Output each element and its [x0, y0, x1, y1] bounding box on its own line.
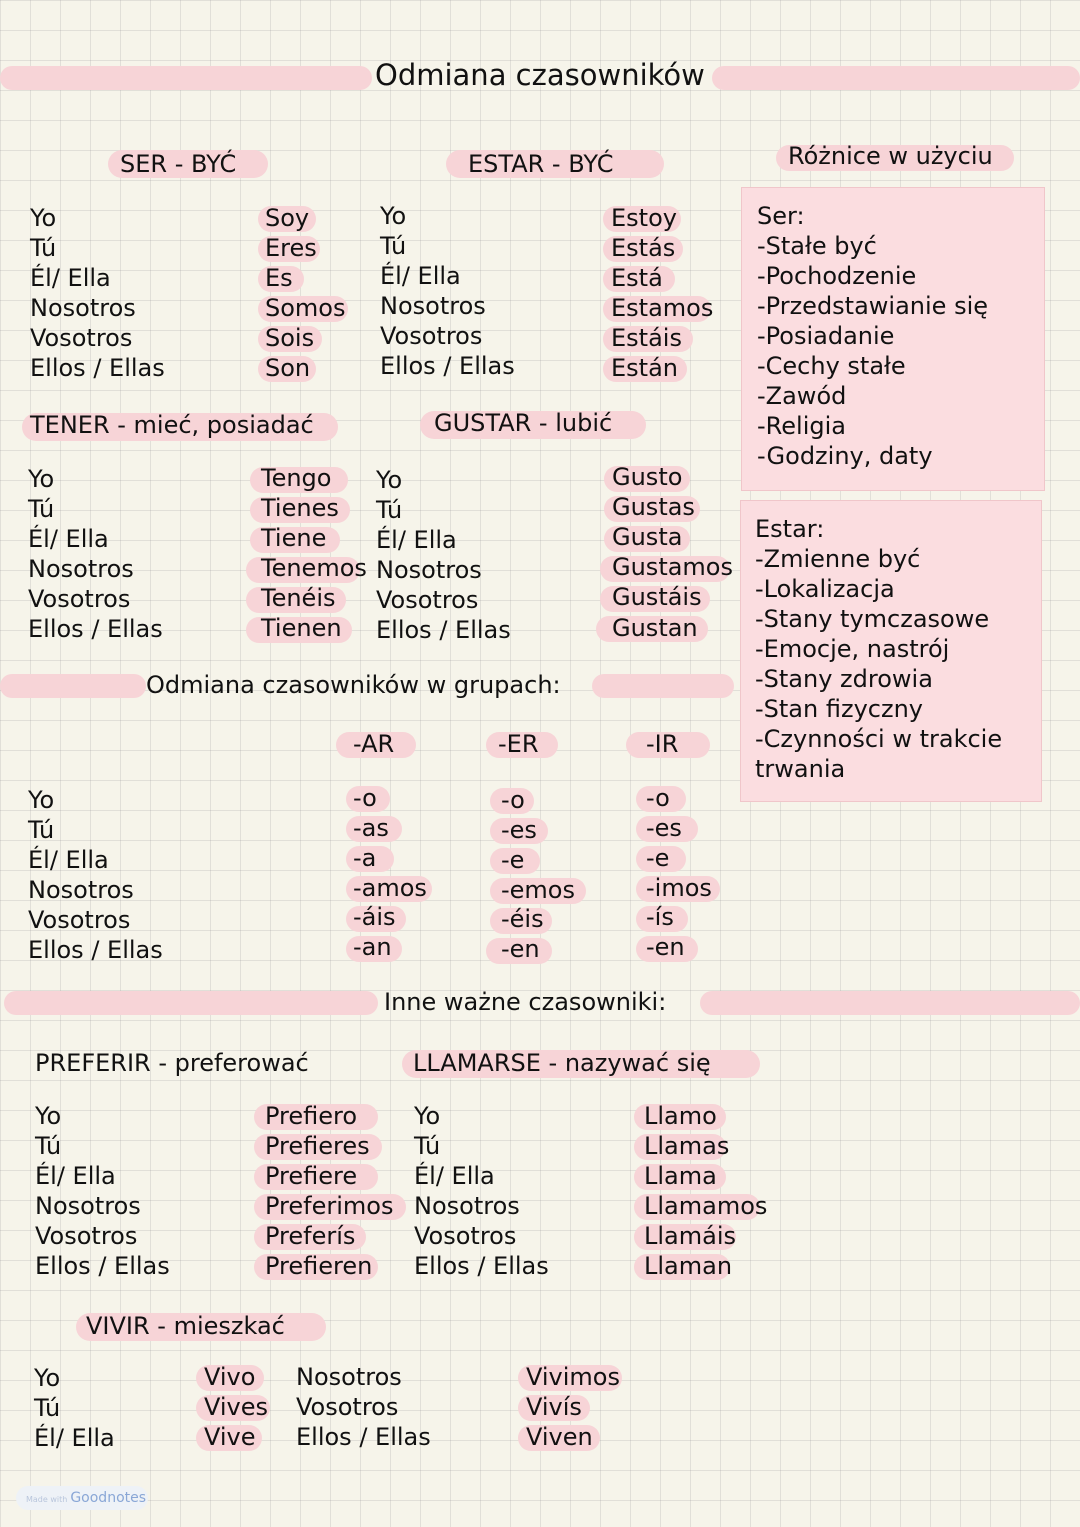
- estar-form: Estoy: [611, 204, 677, 232]
- ser-usage-item: -Pochodzenie: [757, 262, 917, 290]
- title-bar-left: [0, 66, 372, 90]
- ser-pronoun: Ellos / Ellas: [30, 354, 165, 382]
- ir-ending: -en: [646, 933, 685, 961]
- tener-pronoun: Tú: [28, 495, 55, 523]
- groups-pronoun: Vosotros: [28, 906, 131, 934]
- ir-ending: -o: [646, 784, 670, 812]
- ser-pronoun: Yo: [30, 204, 57, 232]
- ser-usage-item: -Religia: [757, 412, 846, 440]
- tener-form: Tienes: [261, 494, 339, 522]
- estar-usage-item: -Czynności w trakcie: [755, 725, 1003, 753]
- er-ending: -emos: [501, 876, 575, 904]
- llamarse-heading: LLAMARSE - nazywać się: [413, 1049, 711, 1077]
- preferir-form: Prefieren: [265, 1252, 373, 1280]
- goodnotes-watermark: [16, 1486, 148, 1510]
- tener-pronoun: Él/ Ella: [28, 525, 109, 553]
- estar-form: Está: [611, 264, 663, 292]
- tener-pronoun: Vosotros: [28, 585, 131, 613]
- preferir-pronoun: Él/ Ella: [35, 1162, 116, 1190]
- tener-pronoun: Yo: [28, 465, 55, 493]
- groups-pronoun: Él/ Ella: [28, 846, 109, 874]
- estar-form: Estamos: [611, 294, 714, 322]
- gustar-pronoun: Nosotros: [376, 556, 482, 584]
- gustar-form: Gustamos: [612, 553, 733, 581]
- vivir-pronoun: Ellos / Ellas: [296, 1423, 431, 1451]
- ser-form: Eres: [265, 234, 317, 262]
- tener-form: Tengo: [261, 464, 332, 492]
- differences-heading: Różnice w użyciu: [788, 142, 993, 170]
- preferir-form: Preferís: [265, 1222, 356, 1250]
- llamarse-form: Llama: [644, 1162, 717, 1190]
- estar-usage-item: -Zmienne być: [755, 545, 921, 573]
- title-bar-right: [712, 66, 1080, 90]
- gustar-pronoun: Yo: [376, 466, 403, 494]
- ar-label: -AR: [353, 730, 395, 758]
- llamarse-pronoun: Él/ Ella: [414, 1162, 495, 1190]
- vivir-form: Vivo: [204, 1363, 256, 1391]
- ar-ending: -a: [353, 844, 377, 872]
- vivir-form: Vives: [204, 1393, 269, 1421]
- preferir-heading: PREFERIR - preferować: [35, 1049, 309, 1077]
- ser-usage-label: Ser:: [757, 202, 805, 230]
- vivir-pronoun: Yo: [34, 1364, 61, 1392]
- groups-pronoun: Ellos / Ellas: [28, 936, 163, 964]
- llamarse-pronoun: Tú: [414, 1132, 441, 1160]
- gustar-pronoun: Vosotros: [376, 586, 479, 614]
- estar-heading: ESTAR - BYĆ: [468, 150, 614, 178]
- ser-pronoun: Él/ Ella: [30, 264, 111, 292]
- llamarse-form: Llamo: [644, 1102, 717, 1130]
- groups-heading: Odmiana czasowników w grupach:: [146, 671, 561, 699]
- gustar-form: Gustas: [612, 493, 695, 521]
- gustar-pronoun: Tú: [376, 496, 403, 524]
- tener-pronoun: Ellos / Ellas: [28, 615, 163, 643]
- er-ending: -es: [501, 816, 537, 844]
- llamarse-form: Llaman: [644, 1252, 733, 1280]
- tener-pronoun: Nosotros: [28, 555, 134, 583]
- preferir-pronoun: Vosotros: [35, 1222, 138, 1250]
- ar-ending: -as: [353, 814, 389, 842]
- other-heading: Inne ważne czasowniki:: [384, 988, 667, 1016]
- ser-form: Son: [265, 354, 311, 382]
- llamarse-pronoun: Yo: [414, 1102, 441, 1130]
- groups-pronoun: Nosotros: [28, 876, 134, 904]
- ser-form: Soy: [265, 204, 310, 232]
- tener-heading: TENER - mieć, posiadać: [30, 411, 314, 439]
- tener-form: Tiene: [261, 524, 327, 552]
- estar-pronoun: Vosotros: [380, 322, 483, 350]
- ir-ending: -e: [646, 844, 670, 872]
- ser-pronoun: Tú: [30, 234, 57, 262]
- ser-usage-item: -Posiadanie: [757, 322, 895, 350]
- watermark-prefix: Made with: [26, 1495, 68, 1504]
- estar-usage-item: -Emocje, nastrój: [755, 635, 950, 663]
- er-ending: -e: [501, 846, 525, 874]
- estar-form: Estás: [611, 234, 676, 262]
- llamarse-pronoun: Ellos / Ellas: [414, 1252, 549, 1280]
- gustar-form: Gusta: [612, 523, 683, 551]
- preferir-form: Prefiero: [265, 1102, 358, 1130]
- gustar-pronoun: Él/ Ella: [376, 526, 457, 554]
- groups-bar-right: [592, 674, 734, 698]
- vivir-heading: VIVIR - mieszkać: [86, 1312, 285, 1340]
- estar-usage-item: -Stany tymczasowe: [755, 605, 990, 633]
- ser-usage-item: -Przedstawianie się: [757, 292, 989, 320]
- estar-pronoun: Yo: [380, 202, 407, 230]
- llamarse-pronoun: Nosotros: [414, 1192, 520, 1220]
- ir-label: -IR: [646, 730, 679, 758]
- other-bar-left: [4, 991, 378, 1015]
- gustar-heading: GUSTAR - lubić: [434, 409, 613, 437]
- estar-usage-item: trwania: [755, 755, 846, 783]
- ir-ending: -imos: [646, 874, 712, 902]
- preferir-pronoun: Yo: [35, 1102, 62, 1130]
- vivir-form: Viven: [526, 1423, 593, 1451]
- tener-form: Tenemos: [261, 554, 367, 582]
- vivir-pronoun: Tú: [34, 1394, 61, 1422]
- llamarse-form: Llamas: [644, 1132, 730, 1160]
- other-bar-right: [700, 991, 1080, 1015]
- er-ending: -en: [501, 935, 540, 963]
- ser-usage-item: -Cechy stałe: [757, 352, 906, 380]
- gustar-form: Gusto: [612, 463, 683, 491]
- er-ending: -o: [501, 786, 525, 814]
- ar-ending: -o: [353, 784, 377, 812]
- estar-pronoun: Nosotros: [380, 292, 486, 320]
- ar-ending: -áis: [353, 903, 396, 931]
- ser-usage-item: -Zawód: [757, 382, 847, 410]
- preferir-form: Prefieres: [265, 1132, 370, 1160]
- er-ending: -éis: [501, 905, 544, 933]
- vivir-pronoun: Vosotros: [296, 1393, 399, 1421]
- vivir-pronoun: Él/ Ella: [34, 1424, 115, 1452]
- gustar-form: Gustáis: [612, 583, 702, 611]
- ser-heading: SER - BYĆ: [120, 150, 237, 178]
- preferir-pronoun: Ellos / Ellas: [35, 1252, 170, 1280]
- estar-usage-item: -Stan fizyczny: [755, 695, 923, 723]
- estar-usage-item: -Lokalizacja: [755, 575, 895, 603]
- gustar-form: Gustan: [612, 614, 698, 642]
- ser-usage-item: -Godziny, daty: [757, 442, 933, 470]
- llamarse-form: Llamáis: [644, 1222, 737, 1250]
- tener-form: Tenéis: [261, 584, 336, 612]
- vivir-form: Vivís: [526, 1393, 582, 1421]
- estar-form: Estáis: [611, 324, 682, 352]
- preferir-form: Preferimos: [265, 1192, 394, 1220]
- groups-pronoun: Yo: [28, 786, 55, 814]
- er-label: -ER: [498, 730, 539, 758]
- llamarse-form: Llamamos: [644, 1192, 768, 1220]
- estar-pronoun: Él/ Ella: [380, 262, 461, 290]
- ser-form: Sois: [265, 324, 315, 352]
- ser-pronoun: Vosotros: [30, 324, 133, 352]
- estar-usage-label: Estar:: [755, 515, 825, 543]
- gustar-pronoun: Ellos / Ellas: [376, 616, 511, 644]
- watermark-brand: Goodnotes: [70, 1490, 147, 1506]
- estar-form: Están: [611, 354, 678, 382]
- ser-form: Somos: [265, 294, 346, 322]
- ser-usage-item: -Stałe być: [757, 232, 877, 260]
- page-title: Odmiana czasowników: [375, 58, 705, 92]
- preferir-pronoun: Nosotros: [35, 1192, 141, 1220]
- ir-ending: -ís: [646, 903, 674, 931]
- groups-bar-left: [0, 674, 146, 698]
- ser-form: Es: [265, 264, 293, 292]
- ser-pronoun: Nosotros: [30, 294, 136, 322]
- preferir-form: Prefiere: [265, 1162, 358, 1190]
- estar-usage-item: -Stany zdrowia: [755, 665, 933, 693]
- vivir-form: Vivimos: [526, 1363, 620, 1391]
- ar-ending: -an: [353, 933, 392, 961]
- llamarse-pronoun: Vosotros: [414, 1222, 517, 1250]
- estar-pronoun: Ellos / Ellas: [380, 352, 515, 380]
- vivir-pronoun: Nosotros: [296, 1363, 402, 1391]
- vivir-form: Vive: [204, 1423, 256, 1451]
- ir-ending: -es: [646, 814, 682, 842]
- ar-ending: -amos: [353, 874, 427, 902]
- preferir-pronoun: Tú: [35, 1132, 62, 1160]
- tener-form: Tienen: [261, 614, 342, 642]
- estar-pronoun: Tú: [380, 232, 407, 260]
- groups-pronoun: Tú: [28, 816, 55, 844]
